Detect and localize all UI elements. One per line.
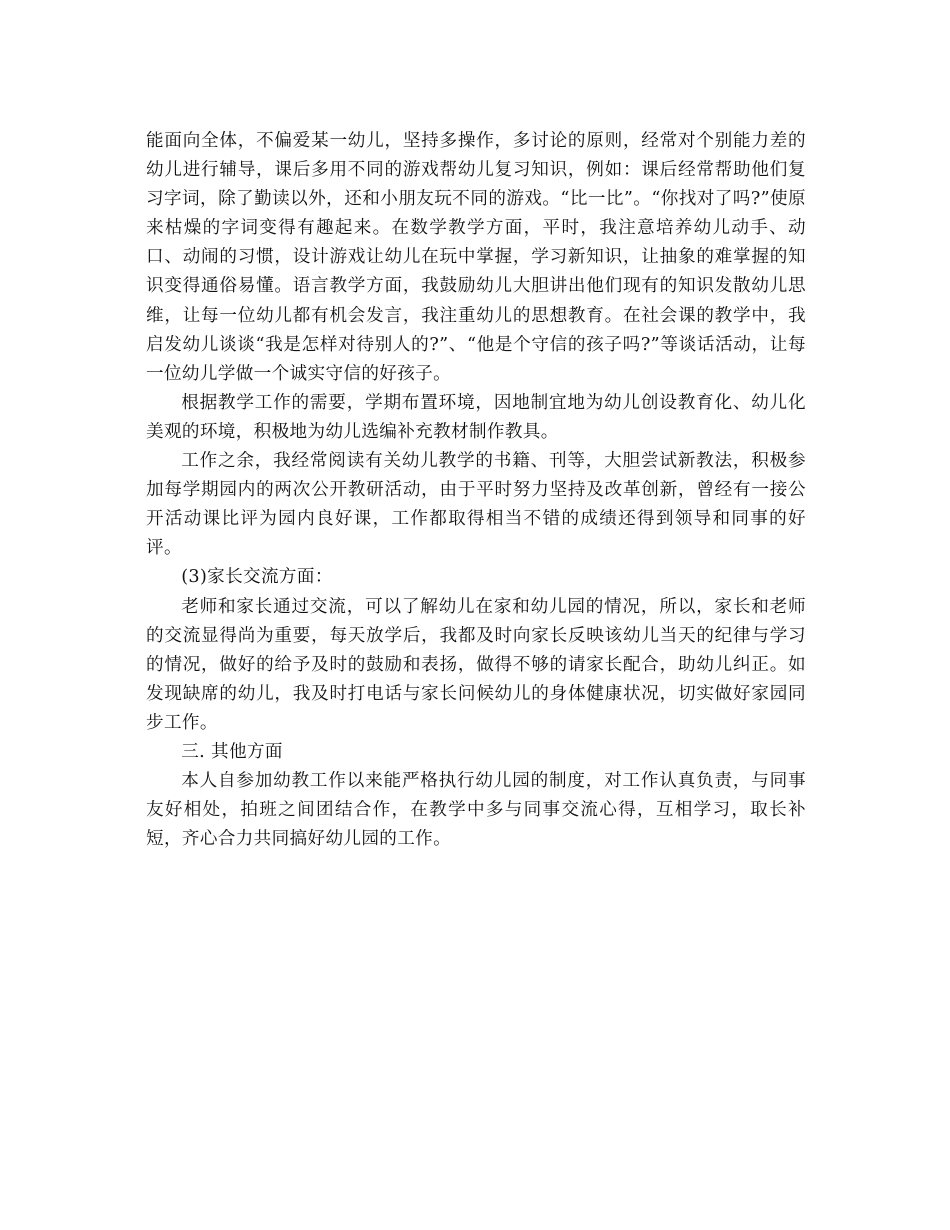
document-body	[146, 127, 806, 854]
paragraph-teaching-methods: 能面向全体，不偏爱某一幼儿，坚持多操作，多讨论的原则，经常对个别能力差的幼儿进行辅导，课后多用不同的游戏帮幼儿复习知识，例如：课后经常帮助他们复习字词，除了勤读以外，还和小朋友玩不同的游戏。“比一比”。“你找对了吗?”使原来枯燥的字词变得有趣起来。在数学教学方面，平时，我注意培养幼儿动手、动口、动闹的习惯，设计游戏让幼儿在玩中掌握，学习新知识，让抽象的难掌握的知识变得通俗易懂。语言教学方面，我鼓励幼儿大胆讲出他们现有的知识发散幼儿思维，让每一位幼儿都有机会发言，我注重幼儿的思想教育。在社会课的教学中，我启发幼儿谈谈“我是怎样对待别人的?”、“他是个守信的孩子吗?”等谈话活动，让每一位幼儿学做一个诚实守信的好孩子。	[146, 131, 806, 384]
paragraph-other-aspects: 本人自参加幼教工作以来能严格执行幼儿园的制度，对工作认真负责，与同事友好相处，拍班之间团结合作，在教学中多与同事交流心得，互相学习，取长补短，齐心合力共同搞好幼儿园的工作。	[146, 771, 806, 850]
paragraph-self-study: 工作之余，我经常阅读有关幼儿教学的书籍、刊等，大胆尝试新教法，积极参加每学期园内的两次公开教研活动，由于平时努力坚持及改革创新，曾经有一接公开活动课比评为园内良好课，工作都取得相当不错的成绩还得到领导和同事的好评。	[146, 451, 806, 559]
paragraph-parent-communication: 老师和家长通过交流，可以了解幼儿在家和幼儿园的情况，所以，家长和老师的交流显得尚为重要，每天放学后，我都及时向家长反映该幼儿当天的纪律与学习的情况，做好的给予及时的鼓励和表扬，做得不够的请家长配合，助幼儿纠正。如发现缺席的幼儿，我及时打电话与家长问候幼儿的身体健康状况，切实做好家园同步工作。	[146, 596, 806, 733]
section-heading-other-aspects: 三. 其他方面	[181, 741, 283, 762]
paragraph-environment: 根据教学工作的需要，学期布置环境，因地制宜地为幼儿创设教育化、幼儿化美观的环境，积极地为幼儿选编补充教材制作教具。	[146, 392, 806, 442]
section-heading-parent-communication: (3)家长交流方面：	[181, 567, 333, 588]
